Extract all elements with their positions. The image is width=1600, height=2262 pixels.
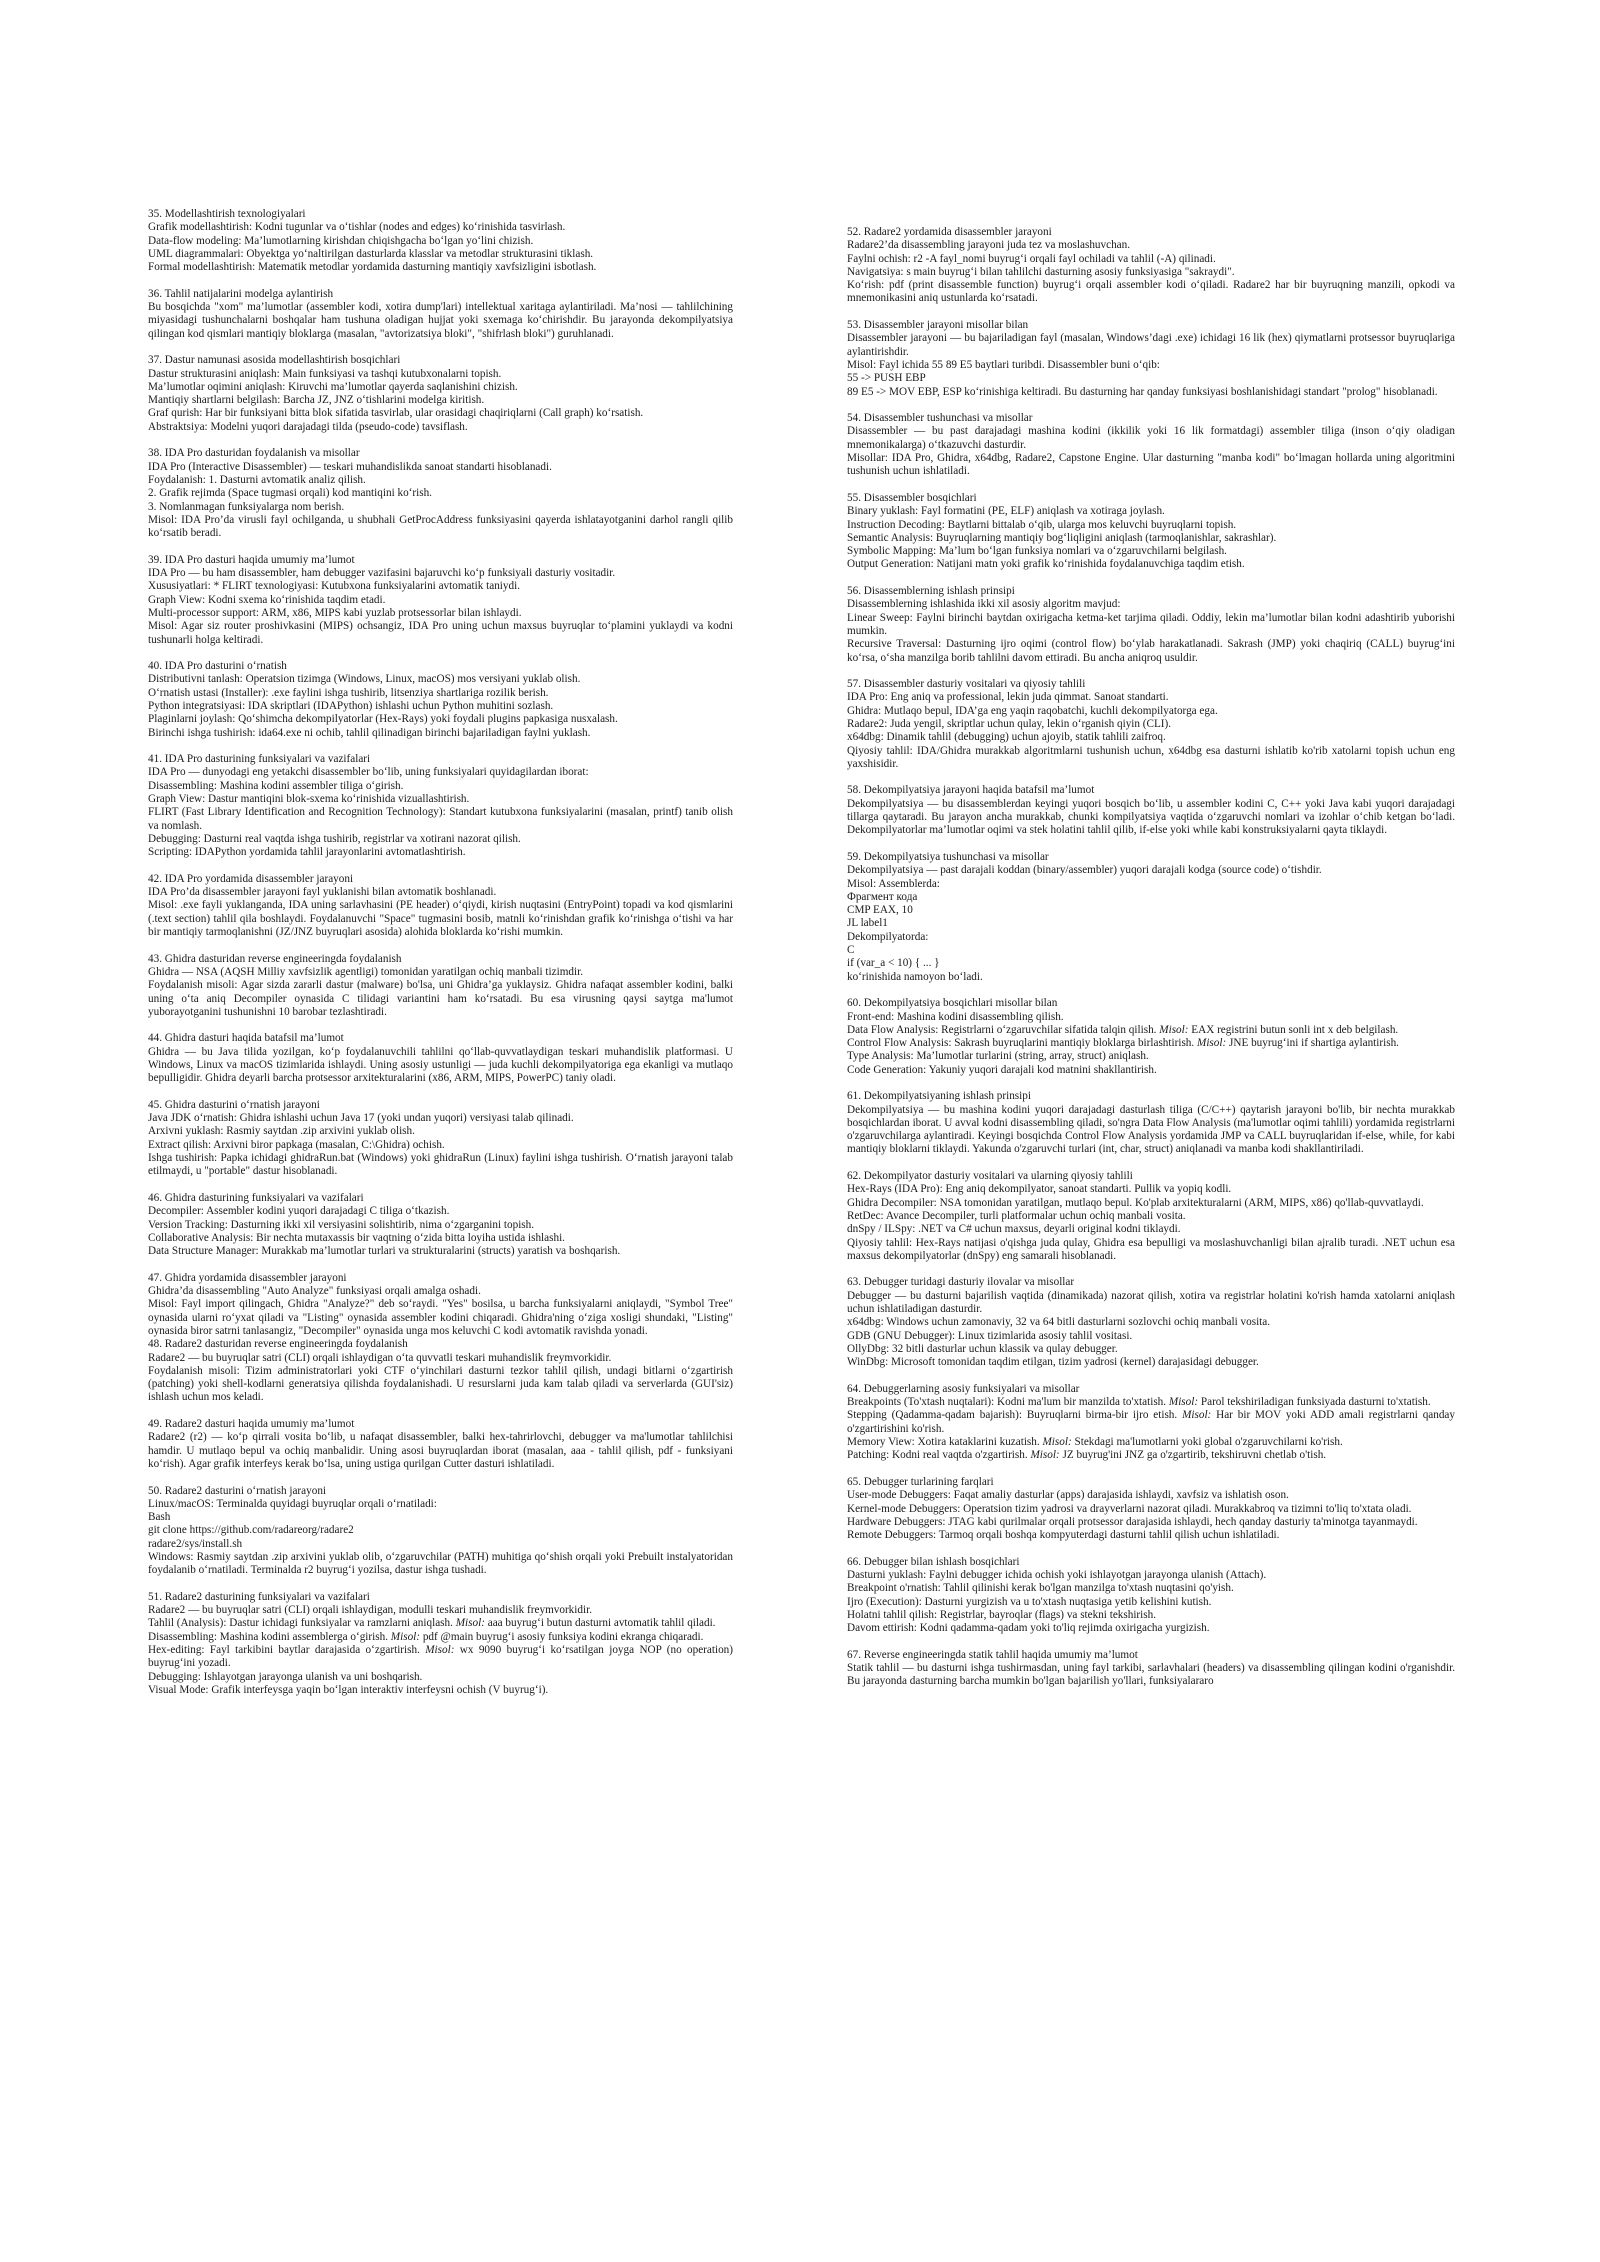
section-paragraph: Dasturni yuklash: Faylni debugger ichida ochish yoki ishlayotgan jarayonga ulanish (Attach).	[847, 1568, 1267, 1581]
section-title: 44. Ghidra dasturi haqida batafsil ma’lumot	[148, 1032, 344, 1045]
section-paragraph: C	[847, 944, 855, 957]
section	[847, 851, 1455, 984]
section-paragraph: 3. Nomlanmagan funksiyalarga nom berish.	[148, 500, 345, 513]
section-paragraph: RetDec: Avance Decompiler, turli platformalar uchun ochiq manbali vosita.	[847, 1209, 1186, 1222]
section-paragraph: Misol: .exe fayli yuklanganda, IDA uning sarlavhasini (PE header) o‘qiydi, kirish nuqtasini (EntryPoint) topadi va kod qismlarini (.text section) tahlil qila boshlaydi. Foydalanuvchi "Space" tugmasini bosib, matnli ko‘rinishdan grafik ko‘rinishga o‘tishi va har bir mantiqiy tarmoqlanishni (JZ/JNZ buyruqlari asosida) alohida bloklarda ko‘rishi mumkin.	[148, 899, 733, 939]
section-paragraph: Misol: Fayl import qilingach, Ghidra "Analyze?" deb so‘raydi. "Yes" bosilsa, u barcha funksiyalarni aniqlaydi, "Symbol Tree" oynasida ularni ro‘yxat qiladi va "Listing" oynasida assembler kodini chiqaradi. Ghidra'ning o‘ziga xosligi shundaki, "Listing" oynasida biror satrni tanlasangiz, "Decompiler" oynasida unga mos keluvchi C kodi avtomatik ravishda yonadi.	[148, 1298, 733, 1337]
section-paragraph: 89 E5 -> MOV EBP, ESP ko‘rinishiga keltiradi. Bu dasturning har qanday funksiyasi boshlanishidagi standart "prolog" hisoblanadi.	[847, 385, 1438, 398]
section-paragraph: x64dbg: Dinamik tahlil (debugging) uchun ajoyib, statik tahlili zaifroq.	[847, 731, 1166, 744]
emphasis: Misol:	[425, 1644, 455, 1657]
section-paragraph: Hex-editing: Fayl tarkibini baytlar darajasida o‘zgartirish. Misol: wx 9090 buyrug‘i ko‘rsatilgan joyga NOP (no operation) buyrug‘ini yozadi.	[148, 1644, 734, 1670]
section-paragraph: Misol: IDA Pro’da virusli fayl ochilganda, u shubhali GetProcAddress funksiyasini qayerda ishlatayotganini darhol rangli qilib ko‘rsatib beradi.	[148, 513, 733, 540]
section-paragraph: IDA Pro’da disassembler jarayoni fayl yuklanishi bilan avtomatik boshlanadi.	[148, 886, 497, 899]
section-paragraph: Multi-processor support: ARM, x86, MIPS kabi yuzlab protsessorlar bilan ishlaydi.	[148, 606, 522, 619]
section-paragraph: Extract qilish: Arxivni biror papkaga (masalan, C:\Ghidra) ochish.	[148, 1138, 445, 1151]
section-paragraph: Dekompilyatsiya — bu mashina kodini yuqori darajadagi dasturlash tiliga (C/C++) qaytarish jarayoni bo'lib, bir nechta murakkab bosqichlardan iborat. U avval kodni disassembling qiladi, so'ngra Data Flow Analysis (ma'lumotlar oqimi tahlili) yordamida registrlarni o'zgaruvchilarga aylantiradi. Keyingi bosqichda Control Flow Analysis yordamida JMP va CALL buyruqlaridan if-else, while, for kabi mantiqiy bloklarni tiklaydi. Yakunda o'zgaruvchi turlari (int, char, struct) aniqlanadi va manba kodi shakllantiriladi.	[847, 1103, 1455, 1156]
section-paragraph: Ghidra Decompiler: NSA tomonidan yaratilgan, mutlaqo bepul. Ko'plab arxitekturalarni (ARM, MIPS, x86) qo'llab-quvvatlaydi.	[847, 1196, 1424, 1209]
section-paragraph: Disassembler — bu past darajadagi mashina kodini (ikkilik yoki 16 lik formatdagi) assembler tiliga (inson o‘qiy oladigan mnemonikalarga) o‘tkazuvchi dasturdir.	[847, 425, 1455, 451]
section	[148, 288, 733, 341]
section-paragraph: Scripting: IDAPython yordamida tahlil jarayonlarini avtomatlashtirish.	[148, 846, 466, 859]
section-paragraph: IDA Pro (Interactive Disassembler) — teskari muhandislikda sanoat standarti hisoblanadi.	[148, 460, 552, 473]
section-paragraph: JL label1	[847, 917, 888, 930]
section-paragraph: Ijro (Execution): Dasturni yurgizish va u to'xtash nuqtasiga yetib kelishini kutish.	[847, 1595, 1212, 1608]
section-title: 42. IDA Pro yordamida disassembler jarayoni	[148, 872, 354, 885]
section	[847, 1476, 1455, 1542]
section-paragraph: Dastur strukturasini aniqlash: Main funksiyasi va tashqi kutubxonalarni topish.	[148, 367, 502, 380]
section-title: 58. Dekompilyatsiya jarayoni haqida batafsil ma’lumot	[847, 784, 1095, 797]
section	[847, 997, 1455, 1077]
section-paragraph: Radare2 — bu buyruqlar satri (CLI) orqali ishlaydigan o‘ta quvvatli teskari muhandislik freymvorkidir.	[148, 1351, 612, 1364]
section-paragraph: Foydalanish misoli: Agar sizda zararli dastur (malware) bo'lsa, uni Ghidra’ga yuklaysiz. Ghidra nafaqat assembler kodini, balki uning o‘ta aniq Decompiler oynasida C tilidagi variantini ham ko‘rsatadi. Bu esa virusning qaysi saytga ma'lumot yuborayotganini tushunishni 10 barobar tezlashtiradi.	[148, 979, 733, 1018]
section	[148, 753, 733, 859]
section-title: 45. Ghidra dasturini o‘rnatish jarayoni	[148, 1098, 320, 1111]
section	[847, 585, 1455, 665]
section-title: 36. Tahlil natijalarini modelga aylantirish	[148, 287, 334, 300]
section-paragraph: Kernel-mode Debuggers: Operatsion tizim yadrosi va drayverlarni nazorat qiladi. Murakkabroq va tizimni to'liq to'xtata oladi.	[847, 1502, 1412, 1515]
emphasis: Misol:	[1168, 1396, 1199, 1409]
section-paragraph: radare2/sys/install.sh	[148, 1537, 243, 1550]
section-paragraph: Instruction Decoding: Baytlarni bittalab o‘qib, ularga mos keluvchi buyruqlarni topish.	[847, 518, 1237, 531]
section-paragraph: O‘rnatish ustasi (Installer): .exe faylini ishga tushirib, litsenziya shartlariga rozilik berish.	[148, 686, 549, 699]
section-title: 43. Ghidra dasturidan reverse engineeringda foydalanish	[148, 952, 402, 965]
section-title: 52. Radare2 yordamida disassembler jarayoni	[847, 226, 1052, 238]
left-column	[148, 208, 733, 1711]
section	[847, 1276, 1455, 1369]
section	[847, 319, 1455, 399]
section-paragraph: Misol: Fayl ichida 55 89 E5 baytlari turibdi. Disassembler buni o‘qib:	[847, 358, 1160, 371]
section-paragraph: FLIRT (Fast Library Identification and Recognition Technology): Standart kutubxona funksiyalarini (masalan, printf) tanib olish va nomlash.	[148, 806, 733, 832]
section-paragraph: Foydalanish: 1. Dasturni avtomatik analiz qilish.	[148, 473, 366, 486]
section	[847, 1649, 1455, 1689]
section-paragraph: Python integratsiyasi: IDA skriptlari (IDAPython) ishlashi uchun Python muhitini sozlash.	[148, 699, 554, 712]
section-paragraph: OllyDbg: 32 bitli dasturlar uchun klassik va qulay debugger.	[847, 1342, 1118, 1355]
section-title: 46. Ghidra dasturining funksiyalari va vazifalari	[148, 1191, 364, 1204]
section-paragraph: Formal modellashtirish: Matematik metodlar yordamida dasturning mantiqiy xavfsizligini isbotlash.	[148, 261, 597, 274]
section	[148, 873, 733, 939]
section	[148, 1032, 733, 1085]
section-paragraph: Bash	[148, 1511, 171, 1524]
section-title: 65. Debugger turlarining farqlari	[847, 1475, 994, 1488]
section	[148, 554, 733, 647]
section	[148, 1338, 733, 1404]
emphasis: Misol:	[390, 1630, 421, 1643]
section-title: 39. IDA Pro dasturi haqida umumiy ma’lumot	[148, 553, 355, 566]
section-paragraph: Mantiqiy shartlarni belgilash: Barcha JZ, JNZ o‘tishlarini modelga kiritish.	[148, 394, 485, 407]
section-title: 50. Radare2 dasturini o‘rnatish jarayoni	[148, 1484, 327, 1497]
section-paragraph: Visual Mode: Grafik interfeysga yaqin bo‘lgan interaktiv interfeysni ochish (V buyrug‘i).	[148, 1683, 549, 1696]
section-paragraph: WinDbg: Microsoft tomonidan taqdim etilgan, tizim yadrosi (kernel) darajasidagi debugger.	[847, 1356, 1259, 1369]
section-paragraph: ko‘rinishida namoyon bo‘ladi.	[847, 970, 983, 983]
section-paragraph: Version Tracking: Dasturning ikki xil versiyasini solishtirib, nima o‘zgarganini topish.	[148, 1218, 535, 1231]
right-column	[847, 226, 1455, 1702]
section-paragraph: Recursive Traversal: Dasturning ijro oqimi (control flow) bo‘ylab harakatlanadi. Sakrash (JMP) yoki chaqiriq (CALL) buyrug‘ini ko‘rsa, o‘sha manzilga borib tahlilni davom ettiradi. Bu ancha aniqroq usuldir.	[847, 638, 1455, 664]
section-paragraph: 2. Grafik rejimda (Space tugmasi orqali) kod mantiqini ko‘rish.	[148, 487, 432, 500]
section-title: 63. Debugger turidagi dasturiy ilovalar va misollar	[847, 1276, 1075, 1289]
section-paragraph: Data-flow modeling: Ma’lumotlarning kirishdan chiqishgacha bo‘lgan yo‘lini chizish.	[148, 234, 534, 247]
section-paragraph: Disassembling: Mashina kodini assembler tiliga o‘girish.	[148, 779, 404, 792]
section-paragraph: Dekompilyatorda:	[847, 930, 929, 943]
emphasis: Misol:	[1042, 1436, 1072, 1449]
section-paragraph: Ishga tushirish: Papka ichidagi ghidraRun.bat (Windows) yoki ghidraRun (Linux) faylini ishga tushirish. O‘rnatish jarayoni talab etilmaydi, u "portable" dastur hisoblanadi.	[148, 1152, 733, 1178]
section-paragraph: IDA Pro — dunyodagi eng yetakchi disassembler bo‘lib, uning funksiyalari quyidagilardan iborat:	[148, 766, 589, 779]
section-paragraph: CMP EAX, 10	[847, 904, 913, 917]
section-title: 49. Radare2 dasturi haqida umumiy ma’lumot	[148, 1418, 355, 1431]
section-title: 37. Dastur namunasi asosida modellashtirish bosqichlari	[148, 354, 401, 367]
section-paragraph: Disassembler jarayoni — bu bajariladigan fayl (masalan, Windows’dagi .exe) ichidagi 16 lik (hex) qiymatlarni protsessor buyruqlariga aylantirishdir.	[847, 332, 1455, 358]
section-title: 53. Disassembler jarayoni misollar bilan	[847, 319, 1029, 332]
section	[847, 1383, 1455, 1463]
section	[847, 678, 1455, 771]
section-title: 51. Radare2 dasturining funksiyalari va vazifalari	[148, 1590, 370, 1603]
section-paragraph: GDB (GNU Debugger): Linux tizimlarida asosiy tahlil vositasi.	[847, 1329, 1133, 1342]
section-title: 47. Ghidra yordamida disassembler jarayoni	[148, 1271, 347, 1284]
section-paragraph: IDA Pro — bu ham disassembler, ham debugger vazifasini bajaruvchi ko‘p funksiyali dasturiy vositadir.	[148, 567, 616, 580]
section-paragraph: Hardware Debuggers: JTAG kabi qurilmalar orqali protsessor darajasida ishlaydi, hech qanday dasturiy ta'minotga tayanmaydi.	[847, 1515, 1418, 1528]
section-paragraph: User-mode Debuggers: Faqat amaliy dasturlar (apps) darajasida ishlaydi, xavfsiz va ishlatish oson.	[847, 1489, 1289, 1502]
section	[148, 1485, 733, 1578]
emphasis: Misol:	[1030, 1449, 1060, 1462]
section-paragraph: Data Structure Manager: Murakkab ma’lumotlar turlari va strukturalarini (structs) yaratish va boshqarish.	[148, 1245, 621, 1258]
section-paragraph: Type Analysis: Ma’lumotlar turlarini (string, array, struct) aniqlash.	[847, 1050, 1149, 1063]
section	[148, 208, 733, 274]
section-paragraph: UML diagrammalari: Obyektga yo‘naltirilgan dasturlarda klasslar va metodlar strukturasini tiklash.	[148, 247, 594, 260]
section-paragraph: x64dbg: Windows uchun zamonaviy, 32 va 64 bitli dasturlarni sozlovchi ochiq manbali vosita.	[847, 1316, 1271, 1329]
section-paragraph: Ghidra — bu Java tilida yozilgan, ko‘p foydalanuvchili tahlilni qo‘llab-quvvatlaydigan teskari muhandislik platformasi. U Windows, Linux va macOS tizimlarida ishlaydi. Uning asosiy ustunligi — juda kuchli dekompilyatoriga ega ekanligi va mutlaqo bepulligidir. Ghidra deyarli barcha protsessor arxitekturalarini (x86, ARM, MIPS, PowerPC) taniy oladi.	[148, 1045, 733, 1085]
emphasis: Misol:	[455, 1617, 485, 1630]
section	[148, 447, 733, 540]
section-paragraph: Tahlil (Analysis): Dastur ichidagi funksiyalar va ramzlarni aniqlash. Misol: aaa buyrug‘i butun dasturni avtomatik tahlil qiladi.	[148, 1617, 716, 1630]
section-paragraph: Graph View: Dastur mantiqini blok-sxema ko‘rinishida vizuallashtirish.	[148, 793, 470, 806]
section-title: 62. Dekompilyator dasturiy vositalari va ularning qiyosiy tahlili	[847, 1170, 1133, 1183]
section-paragraph: Abstraktsiya: Modelni yuqori darajadagi tilda (pseudo-code) tavsiflash.	[148, 420, 468, 433]
section-paragraph: Output Generation: Natijani matn yoki grafik ko‘rinishida foydalanuvchiga taqdim etish.	[847, 558, 1245, 571]
section-paragraph: Binary yuklash: Fayl formatini (PE, ELF) aniqlash va xotiraga joylash.	[847, 505, 1165, 518]
emphasis: Misol:	[1182, 1409, 1212, 1422]
section	[847, 1556, 1455, 1636]
section	[847, 492, 1455, 572]
section-paragraph: Graph View: Kodni sxema ko‘rinishida taqdim etadi.	[148, 593, 386, 606]
section-paragraph: Code Generation: Yakuniy yuqori darajali kod matnini shakllantirish.	[847, 1063, 1157, 1076]
section-paragraph: Ghidra — NSA (AQSH Milliy xavfsizlik agentligi) tomonidan yaratilgan ochiq manbali tizimdir.	[148, 965, 584, 978]
section-paragraph: Remote Debuggers: Tarmoq orqali boshqa kompyuterdagi dasturni tahlil qilish uchun ishlatiladi.	[847, 1529, 1280, 1542]
section-paragraph: Radare2 — bu buyruqlar satri (CLI) orqali ishlaydigan, modulli teskari muhandislik freymvorkidir.	[148, 1604, 592, 1617]
section-title: 59. Dekompilyatsiya tushunchasi va misollar	[847, 850, 1049, 863]
section-title: 57. Disassembler dasturiy vositalari va qiyosiy tahlili	[847, 678, 1086, 691]
section-paragraph: Debugging: Ishlayotgan jarayonga ulanish va uni boshqarish.	[148, 1670, 423, 1683]
section-paragraph: IDA Pro: Eng aniq va professional, lekin juda qimmat. Sanoat standarti.	[847, 691, 1169, 704]
section-paragraph: Davom ettirish: Kodni qadamma-qadam yoki to'liq rejimda oxirigacha yurgizish.	[847, 1622, 1210, 1635]
section-paragraph: Navigatsiya: s main buyrug‘i bilan tahlilchi dasturning asosiy funksiyasiga "sakraydi".	[847, 265, 1235, 278]
section-paragraph: Memory View: Xotira kataklarini kuzatish. Misol: Stekdagi ma'lumotlarni yoki global o'zgaruvchilarni ko'rish.	[847, 1436, 1343, 1449]
section	[847, 412, 1455, 478]
section-paragraph: Control Flow Analysis: Sakrash buyruqlarini mantiqiy bloklarga birlashtirish. Misol: JNE buyrug‘ini if shartiga aylantirish.	[847, 1037, 1399, 1050]
section-title: 38. IDA Pro dasturidan foydalanish va misollar	[148, 447, 360, 460]
section-title: 54. Disassembler tushunchasi va misollar	[847, 412, 1033, 425]
section	[148, 1591, 733, 1697]
section-title: 66. Debugger bilan ishlash bosqichlari	[847, 1555, 1020, 1568]
section-paragraph: Linear Sweep: Faylni birinchi baytdan oxirigacha ketma-ket tarjima qiladi. Oddiy, lekin ma’lumotlar bilan kodni adashtirib yuborishi mumkin.	[847, 611, 1455, 637]
section-paragraph: Dekompilyatsiya — bu disassemblerdan keyingi yuqori bosqich bo‘lib, u assembler kodini C, C++ yoki Java kabi yuqori darajadagi tillarga qaytaradi. Bu jarayon ancha murakkab, chunki kompilyatsiya vaqtida o‘zgaruvchi nomlari va izohlar o‘chib ketgan bo‘ladi. Dekompilyatorlar ma’lumotlar oqimi va stek holatini tahlil qilib, if-else yoki while kabi konstruksiyalarni qayta tiklaydi.	[847, 797, 1455, 837]
section-paragraph: Plaginlarni joylash: Qo‘shimcha dekompilyatorlar (Hex-Rays) yoki foydali plugins papkasiga nusxalash.	[148, 713, 618, 726]
section-paragraph: Distributivni tanlash: Operatsion tizimga (Windows, Linux, macOS) mos versiyani yuklab olish.	[148, 673, 581, 686]
section-paragraph: Qiyosiy tahlil: Hex-Rays natijasi o'qishga juda qulay, Ghidra esa bepulligi va moslashuvchanligi bilan ajralib turadi. .NET uchun esa maxsus dekompilyatorlar (dnSpy) eng samarali hisoblanadi.	[847, 1236, 1455, 1262]
section	[847, 784, 1455, 837]
section-paragraph: Disassembling: Mashina kodini assemblerga o‘girish. Misol: pdf @main buyrug‘i asosiy funksiya kodini ekranga chiqaradi.	[148, 1630, 704, 1643]
section-paragraph: Misollar: IDA Pro, Ghidra, x64dbg, Radare2, Capstone Engine. Ular dasturning "manba kodi" bo‘lmagan hollarda uning algoritmini tushunish uchun ishlatiladi.	[847, 452, 1455, 478]
section-paragraph: Statik tahlil — bu dasturni ishga tushirmasdan, uning fayl tarkibi, sarlavhalari (headers) va disassembling qilingan kodini o'rganishdir. Bu jarayonda dasturning barcha mumkin bo'lgan bajarilish yo'llari, funksiyalararo	[847, 1662, 1455, 1688]
section-paragraph: Symbolic Mapping: Ma’lum bo‘lgan funksiya nomlari va o‘zgaruvchilarni belgilash.	[847, 545, 1227, 558]
section-paragraph: Bu bosqichda "xom" ma’lumotlar (assembler kodi, xotira dump'lari) intellektual xaritaga aylantiriladi. Ma’nosi — tahlilchining miyasidagi tushunchalarni boshqalar ham tushuna oladigan hujjat yoki sxemaga ko‘chirishdir. Bu jarayonda dekompilyatsiya qilingan kod qismlari mantiqiy bloklarga (masalan, "avtorizatsiya bloki", "shifrlash bloki") guruhlanadi.	[148, 301, 733, 340]
section-paragraph: Arxivni yuklash: Rasmiy saytdan .zip arxivini yuklab olish.	[148, 1125, 415, 1138]
section-title: 64. Debuggerlarning asosiy funksiyalari va misollar	[847, 1382, 1080, 1395]
section-paragraph: Stepping (Qadamma-qadam bajarish): Buyruqlarni birma-bir ijro etish. Misol: Har bir MOV yoki ADD amali registrlarni qanday o'zgartirishini ko'rish.	[847, 1409, 1455, 1435]
emphasis: Misol:	[1159, 1023, 1189, 1036]
emphasis: Misol:	[1197, 1037, 1227, 1050]
section	[847, 1090, 1455, 1156]
section-paragraph: 55 -> PUSH EBP	[847, 372, 926, 385]
section-paragraph: Radare2 (r2) — ko‘p qirrali vosita bo‘lib, u nafaqat disassembler, balki hex-tahrirlovchi, debugger va ma'lumotlar tahlilchisi hamdir. U mutlaqo bepul va ochiq manbalidir. Uning asosi buyruqlardan iborat (masalan, aaa - tahlil qilish, pdf - funksiyani ko‘rish). Agar grafik interfeys kerak bo‘lsa, uning ustiga qurilgan Cutter dasturi ishlatiladi.	[148, 1431, 733, 1470]
section-paragraph: Holatni tahlil qilish: Registrlar, bayroqlar (flags) va stekni tekshirish.	[847, 1608, 1157, 1621]
section-paragraph: Foydalanish misoli: Tizim administratorlari yoki CTF o‘yinchilari dasturni tezkor tahlil qilish, undagi bitlarni o‘zgartirish (patching) yoki shell-kodlarni generatsiya qilishda foydalanishadi. U resurslarni juda kam talab qiladi va serverlarda (GUI'siz) ishlash uchun mos keladi.	[148, 1364, 733, 1404]
section-paragraph: Collaborative Analysis: Bir nechta mutaxassis bir vaqtning o‘zida bitta loyiha ustida ishlashi.	[148, 1231, 565, 1244]
section-paragraph: Debugger — bu dasturni bajarilish vaqtida (dinamikada) nazorat qilish, xotira va registrlar holatini ko'rish hamda xatolarni aniqlash uchun ishlatiladigan dasturdir.	[847, 1289, 1455, 1316]
section	[148, 953, 733, 1019]
section	[148, 1099, 733, 1179]
section-paragraph: Breakpoints (To'xtash nuqtalari): Kodni ma'lum bir manzilda to'xtatish. Misol: Parol tekshiriladigan funksiyada dasturni to'xtatish.	[847, 1396, 1431, 1409]
section-paragraph: Radare2: Juda yengil, skriptlar uchun qulay, lekin o‘rganish qiyin (CLI).	[847, 717, 1172, 730]
section-paragraph: Java JDK o‘rnatish: Ghidra ishlashi uchun Java 17 (yoki undan yuqori) versiyasi talab qilinadi.	[148, 1112, 574, 1125]
section	[847, 226, 1455, 306]
section-title: 40. IDA Pro dasturini o‘rnatish	[148, 660, 287, 673]
section-paragraph: Misol: Agar siz router proshivkasini (MIPS) ochsangiz, IDA Pro uning uchun maxsus buyruqlar to‘plamini yuklaydi va kodni tushunarli holga keltiradi.	[148, 620, 733, 646]
section-paragraph: dnSpy / ILSpy: .NET va C# uchun maxsus, deyarli original kodni tiklaydi.	[847, 1223, 1181, 1236]
section-paragraph: Breakpoint o'rnatish: Tahlil qilinishi kerak bo'lgan manzilga to'xtash nuqtasini qo'yish.	[847, 1582, 1234, 1595]
section-paragraph: Windows: Rasmiy saytdan .zip arxivini yuklab olib, o‘zgaruvchilar (PATH) muhitiga qo‘shish orqali yoki Prebuilt instalyatoridan foydalanib o‘rnatiladi. Terminalda r2 buyrug‘i yozilsa, dastur ishga tushadi.	[148, 1550, 733, 1577]
section	[148, 354, 733, 434]
section-paragraph: Semantic Analysis: Buyruqlarning mantiqiy bog‘liqligini aniqlash (tarmoqlanishlar, sakrashlar).	[847, 531, 1277, 544]
section-paragraph: if (var_a < 10) { ... }	[847, 957, 940, 970]
section-paragraph: Patching: Kodni real vaqtda o'zgartirish. Misol: JZ buyrug'ini JNZ ga o'zgartirib, tekshiruvni chetlab o'tish.	[847, 1449, 1327, 1462]
section-paragraph: Radare2’da disassembling jarayoni juda tez va moslashuvchan.	[847, 239, 1131, 252]
section-paragraph: Data Flow Analysis: Registrlarni o‘zgaruvchilar sifatida talqin qilish. Misol: EAX registrini butun sonli int x deb belgilash.	[847, 1023, 1399, 1036]
section-paragraph: Decompiler: Assembler kodini yuqori darajadagi C tiliga o‘tkazish.	[148, 1205, 450, 1218]
section-paragraph: Ghidra’da disassembling "Auto Analyze" funksiyasi orqali amalga oshadi.	[148, 1285, 481, 1298]
section-paragraph: Hex-Rays (IDA Pro): Eng aniq dekompilyator, sanoat standarti. Pullik va yopiq kodli.	[847, 1183, 1232, 1196]
section-title: 56. Disassemblerning ishlash prinsipi	[847, 585, 1015, 598]
section	[847, 1170, 1455, 1263]
section	[148, 1272, 733, 1338]
section	[148, 1418, 733, 1471]
section-paragraph: Linux/macOS: Terminalda quyidagi buyruqlar orqali o‘rnatiladi:	[148, 1497, 437, 1510]
section-paragraph: Debugging: Dasturni real vaqtda ishga tushirib, registrlar va xotirani nazorat qilish.	[148, 832, 521, 845]
section	[148, 1192, 733, 1258]
section-paragraph: Grafik modellashtirish: Kodni tugunlar va o‘tishlar (nodes and edges) ko‘rinishida tasvirlash.	[148, 221, 566, 234]
section-title: 67. Reverse engineeringda statik tahlil haqida umumiy ma’lumot	[847, 1648, 1138, 1661]
section-title: 60. Dekompilyatsiya bosqichlari misollar bilan	[847, 997, 1058, 1010]
section-paragraph: Disassemblerning ishlashida ikki xil asosiy algoritm mavjud:	[847, 598, 1121, 611]
section-paragraph: Ko‘rish: pdf (print disassemble function) buyrug‘i orqali assembler kodi o‘qiladi. Radare2 har bir buyruqning manzili, opkodi va mnemonikasini aniq ustunlarda ko‘rsatadi.	[847, 279, 1455, 305]
section-paragraph: Фрагмент кода	[847, 890, 918, 903]
section-paragraph: Birinchi ishga tushirish: ida64.exe ni ochib, tahlil qilinadigan birinchi bajariladigan faylni yuklash.	[148, 726, 591, 739]
section-paragraph: git clone https://github.com/radareorg/radare2	[148, 1524, 354, 1537]
section-paragraph: Misol: Assemblerda:	[847, 877, 940, 890]
section-paragraph: Dekompilyatsiya — past darajali koddan (binary/assembler) yuqori darajali kodga (source code) o‘tishdir.	[847, 864, 1322, 877]
section-paragraph: Ma’lumotlar oqimini aniqlash: Kiruvchi ma’lumotlar qayerda saqlanishini chizish.	[148, 380, 518, 393]
section-title: 41. IDA Pro dasturining funksiyalari va vazifalari	[148, 753, 371, 766]
section-title: 61. Dekompilyatsiyaning ishlash prinsipi	[847, 1090, 1031, 1103]
section-paragraph: Ghidra: Mutlaqo bepul, IDA’ga eng yaqin raqobatchi, kuchli dekompilyatorga ega.	[847, 704, 1218, 717]
section-paragraph: Faylni ochish: r2 -A fayl_nomi buyrug‘i orqali fayl ochiladi va tahlil (-A) qilinadi.	[847, 252, 1216, 265]
section-paragraph: Graf qurish: Har bir funksiyani bitta blok sifatida tasvirlab, ular orasidagi chaqiriqlarni (Call graph) ko‘rsatish.	[148, 407, 644, 420]
section-paragraph: Front-end: Mashina kodini disassembling qilish.	[847, 1010, 1064, 1023]
section-title: 35. Modellashtirish texnologiyalari	[148, 208, 306, 220]
section-paragraph: Qiyosiy tahlil: IDA/Ghidra murakkab algoritmlarni tushunish uchun, x64dbg esa dasturni ishlatib ko'rib xatolarni topish uchun eng yaxshisidir.	[847, 744, 1455, 770]
section-paragraph: Xususiyatlari: * FLIRT texnologiyasi: Kutubxona funksiyalarini avtomatik taniydi.	[148, 580, 520, 593]
section-title: 55. Disassembler bosqichlari	[847, 491, 977, 504]
section-title: 48. Radare2 dasturidan reverse engineeringda foydalanish	[148, 1338, 408, 1351]
section	[148, 660, 733, 740]
